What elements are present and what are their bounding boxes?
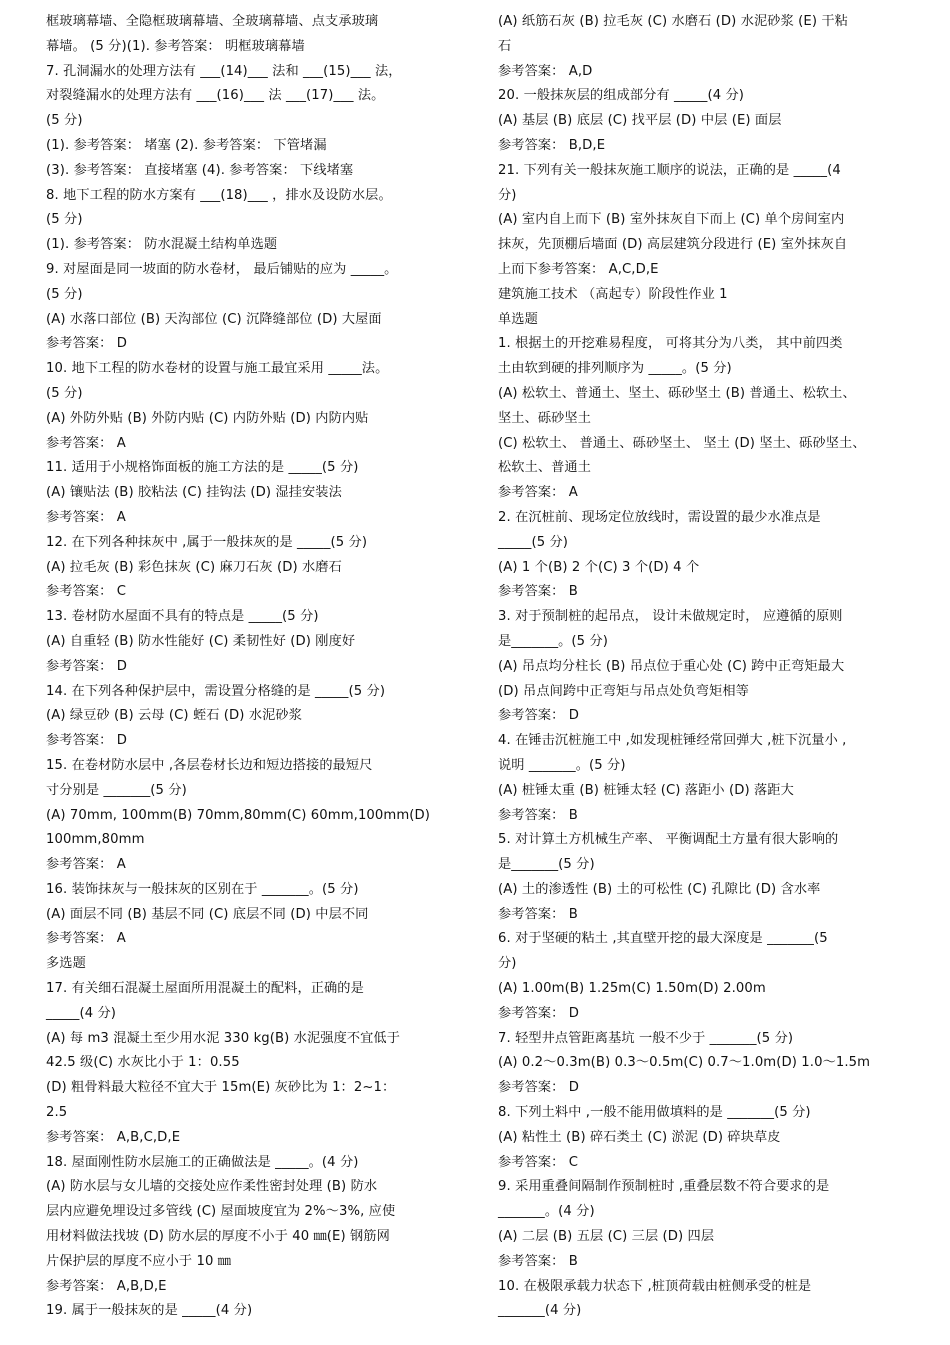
- left-column-text-line: 100mm,80mm: [46, 832, 145, 848]
- left-column-text-line: 参考答案： A: [46, 435, 126, 451]
- left-column-text-line: (5 分): [46, 385, 83, 401]
- left-column-text-line: 10. 地下工程的防水卷材的设置与施工最宜采用 _____法。: [46, 361, 389, 377]
- right-column-text-line: (A) 1 个(B) 2 个(C) 3 个(D) 4 个: [498, 559, 700, 575]
- right-column-text-line: 4. 在锤击沉桩施工中 ,如发现桩锤经常回弹大 ,桩下沉量小 ,: [498, 733, 847, 749]
- right-column-text-line: 是_______(5 分): [498, 857, 595, 873]
- right-column-text-line: 参考答案： B: [498, 906, 578, 922]
- left-column-text-line: 参考答案： D: [46, 658, 127, 674]
- left-column-text-line: _____(4 分): [46, 1005, 117, 1021]
- left-column-text-line: 幕墙。 (5 分)(1). 参考答案： 明框玻璃幕墙: [46, 38, 305, 54]
- left-column-text-line: 18. 屋面刚性防水层施工的正确做法是 _____。(4 分): [46, 1154, 359, 1170]
- left-column-text-line: 框玻璃幕墙、全隐框玻璃幕墙、全玻璃幕墙、点支承玻璃: [46, 14, 379, 29]
- right-column-text-line: 参考答案： B: [498, 584, 578, 600]
- right-column-text-line: 10. 在极限承载力状态下 ,桩顶荷载由桩侧承受的桩是: [498, 1278, 812, 1294]
- right-column-text-line: 20. 一般抹灰层的组成部分有 _____(4 分): [498, 88, 745, 104]
- right-column-text-line: 8. 下列土料中 ,一般不能用做填料的是 _______(5 分): [498, 1105, 811, 1121]
- left-column-text-line: (1). 参考答案： 堵塞 (2). 参考答案： 下管堵漏: [46, 137, 327, 153]
- left-column-text-line: 参考答案： A: [46, 857, 126, 873]
- left-column-text-line: 42.5 级(C) 水灰比小于 1：0.55: [46, 1055, 240, 1071]
- right-column-text-line: 参考答案： B: [498, 1253, 578, 1269]
- right-column-text-line: 上而下参考答案： A,C,D,E: [498, 261, 659, 277]
- right-column-text-line: 石: [498, 38, 512, 54]
- left-column-text-line: 11. 适用于小规格饰面板的施工方法的是 _____(5 分): [46, 460, 359, 476]
- left-column-text-line: (3). 参考答案： 直接堵塞 (4). 参考答案： 下线堵塞: [46, 162, 354, 178]
- right-column-text-line: 松软土、普通土: [498, 460, 592, 476]
- right-column-text-line: 参考答案： A,D: [498, 63, 593, 79]
- right-column-text-line: 参考答案： D: [498, 1080, 579, 1096]
- right-column-text-line: 参考答案： D: [498, 1005, 579, 1021]
- right-column-text-line: 1. 根据土的开挖难易程度， 可将其分为八类， 其中前四类: [498, 336, 843, 352]
- right-column-text-line: _______(4 分): [498, 1303, 582, 1319]
- left-column-text-line: (5 分): [46, 212, 83, 228]
- right-column-text-line: 5. 对计算土方机械生产率、 平衡调配土方量有很大影响的: [498, 832, 839, 848]
- left-column-text-line: (A) 70mm, 100mm(B) 70mm,80mm(C) 60mm,100mm(D): [46, 807, 431, 823]
- left-column-text-line: 用材料做法找坡 (D) 防水层的厚度不小于 40 ㎜(E) 钢筋网: [46, 1229, 390, 1245]
- right-column-text-line: 土由软到硬的排列顺序为 _____。(5 分): [498, 361, 732, 377]
- right-column-text-line: 是_______。(5 分): [498, 633, 608, 649]
- right-column-text-line: (D) 吊点间跨中正弯矩与吊点处负弯矩相等: [498, 683, 749, 699]
- left-column-text-line: (A) 绿豆砂 (B) 云母 (C) 蛭石 (D) 水泥砂浆: [46, 708, 302, 724]
- right-column-text-line: 抹灰，先顶棚后墙面 (D) 高层建筑分段进行 (E) 室外抹灰自: [498, 237, 848, 253]
- left-column-text-line: 13. 卷材防水屋面不具有的特点是 _____(5 分): [46, 609, 319, 625]
- right-column-text-line: 3. 对于预制桩的起吊点， 设计未做规定时， 应遵循的原则: [498, 609, 843, 625]
- left-column-text-line: (5 分): [46, 113, 83, 129]
- right-column-text-line: (A) 基层 (B) 底层 (C) 找平层 (D) 中层 (E) 面层: [498, 113, 782, 129]
- left-column-text-line: 14. 在下列各种保护层中，需设置分格缝的是 _____(5 分): [46, 683, 386, 699]
- left-column-text-line: (A) 每 m3 混凝土至少用水泥 330 kg(B) 水泥强度不宜低于: [46, 1030, 401, 1046]
- left-column-text-line: (A) 拉毛灰 (B) 彩色抹灰 (C) 麻刀石灰 (D) 水磨石: [46, 559, 342, 575]
- right-column-text-line: 2. 在沉桩前、现场定位放线时，需设置的最少水准点是: [498, 509, 821, 525]
- right-column-text-line: 参考答案： B: [498, 807, 578, 823]
- left-column-text-line: 参考答案： C: [46, 584, 127, 600]
- right-column-text-line: (A) 松软土、普通土、坚土、砾砂坚土 (B) 普通土、松软土、: [498, 385, 856, 401]
- left-column-text-line: 7. 孔洞漏水的处理方法有 ___(14)___ 法和 ___(15)___ 法，: [46, 63, 402, 79]
- right-column-text-line: (A) 1.00m(B) 1.25m(C) 1.50m(D) 2.00m: [498, 981, 766, 997]
- right-column-text-line: (A) 桩锤太重 (B) 桩锤太轻 (C) 落距小 (D) 落距大: [498, 782, 794, 798]
- left-column-text-line: (A) 外防外贴 (B) 外防内贴 (C) 内防外贴 (D) 内防内贴: [46, 410, 369, 426]
- left-column-text-line: (A) 水落口部位 (B) 天沟部位 (C) 沉降缝部位 (D) 大屋面: [46, 311, 382, 327]
- right-column-text-line: (C) 松软土、 普通土、砾砂坚土、 坚土 (D) 坚土、砾砂坚土、: [498, 435, 866, 451]
- right-column-text-line: 建筑施工技术 （高起专）阶段性作业 1: [498, 286, 728, 302]
- left-column-text-line: 寸分别是 _______(5 分): [46, 782, 187, 798]
- right-column-text-line: 9. 采用重叠间隔制作预制桩时 ,重叠层数不符合要求的是: [498, 1179, 830, 1195]
- left-column-text-line: 参考答案： A,B,C,D,E: [46, 1129, 181, 1145]
- left-column-text-line: 参考答案： A,B,D,E: [46, 1278, 167, 1294]
- left-column-text-line: 19. 属于一般抹灰的是 _____(4 分): [46, 1303, 253, 1319]
- left-column-text-line: (A) 面层不同 (B) 基层不同 (C) 底层不同 (D) 中层不同: [46, 906, 369, 922]
- left-column-text-line: 参考答案： A: [46, 931, 126, 947]
- left-column-text-line: 9. 对屋面是同一坡面的防水卷材， 最后铺贴的应为 _____。: [46, 261, 398, 277]
- right-column-text-line: (A) 0.2～0.3m(B) 0.3～0.5m(C) 0.7～1.0m(D) 1.0～1.5m: [498, 1055, 871, 1071]
- left-column-text-line: 12. 在下列各种抹灰中 ,属于一般抹灰的是 _____(5 分): [46, 534, 368, 550]
- left-column-text-line: (A) 镶贴法 (B) 胶粘法 (C) 挂钩法 (D) 湿挂安装法: [46, 485, 342, 501]
- left-column-text-line: 多选题: [46, 956, 86, 972]
- left-column-text-line: (5 分): [46, 286, 83, 302]
- left-column-text-line: 16. 装饰抹灰与一般抹灰的区别在于 _______。(5 分): [46, 881, 359, 897]
- right-column-text-line: _______。(4 分): [498, 1204, 595, 1220]
- right-column-text-line: _____(5 分): [498, 534, 569, 550]
- left-column-text-line: 参考答案： D: [46, 733, 127, 749]
- right-column-text-line: 参考答案： D: [498, 708, 579, 724]
- right-column-text-line: (A) 吊点均分柱长 (B) 吊点位于重心处 (C) 跨中正弯矩最大: [498, 658, 845, 674]
- right-column-text-line: 坚土、砾砂坚土: [498, 410, 592, 426]
- left-column-text-line: 对裂缝漏水的处理方法有 ___(16)___ 法 ___(17)___ 法。: [46, 88, 385, 104]
- right-column-text-line: 分): [498, 956, 517, 972]
- right-column-text-line: 6. 对于坚硬的粘土 ,其直壁开挖的最大深度是 _______(5: [498, 931, 828, 947]
- right-column-text-line: (A) 纸筋石灰 (B) 拉毛灰 (C) 水磨石 (D) 水泥砂浆 (E) 干粘: [498, 14, 848, 29]
- right-column-text-line: 单选题: [498, 311, 538, 327]
- left-column-text-line: (A) 自重轻 (B) 防水性能好 (C) 柔韧性好 (D) 刚度好: [46, 633, 356, 649]
- left-column-text-line: 参考答案： D: [46, 336, 127, 352]
- left-column-text-line: 片保护层的厚度不应小于 10 ㎜: [46, 1253, 232, 1269]
- right-column-text-line: (A) 粘性土 (B) 碎石类土 (C) 淤泥 (D) 碎块草皮: [498, 1129, 781, 1145]
- right-column-text-line: 21. 下列有关一般抹灰施工顺序的说法，正确的是 _____(4: [498, 162, 841, 178]
- right-column-text-line: (A) 室内自上而下 (B) 室外抹灰自下而上 (C) 单个房间室内: [498, 212, 845, 228]
- right-column: [498, 10, 928, 1324]
- right-column-text-line: 说明 _______。(5 分): [498, 757, 626, 773]
- right-column-text-line: (A) 二层 (B) 五层 (C) 三层 (D) 四层: [498, 1229, 715, 1245]
- right-column-text-line: 7. 轻型井点管距离基坑 一般不少于 _______(5 分): [498, 1030, 794, 1046]
- right-column-text-line: (A) 土的渗透性 (B) 土的可松性 (C) 孔隙比 (D) 含水率: [498, 881, 821, 897]
- left-column-text-line: (D) 粗骨料最大粒径不宜大于 15m(E) 灰砂比为 1：2~1：: [46, 1080, 396, 1096]
- left-column-text-line: 2.5: [46, 1105, 68, 1121]
- left-column-text-line: (1). 参考答案： 防水混凝土结构单选题: [46, 237, 278, 253]
- right-column-text-line: 参考答案： B,D,E: [498, 137, 606, 153]
- left-column-text-line: (A) 防水层与女儿墙的交接处应作柔性密封处理 (B) 防水: [46, 1179, 378, 1195]
- left-column-text-line: 8. 地下工程的防水方案有 ___(18)___ ，排水及设防水层。: [46, 187, 392, 203]
- right-column-text-line: 参考答案： A: [498, 485, 578, 501]
- left-column-text-line: 17. 有关细石混凝土屋面所用混凝土的配料，正确的是: [46, 981, 364, 997]
- left-column-text-line: 15. 在卷材防水层中 ,各层卷材长边和短边搭接的最短尺: [46, 757, 373, 773]
- left-column-text-line: 层内应避免埋设过多管线 (C) 屋面坡度宜为 2%～3%, 应使: [46, 1204, 396, 1220]
- left-column: [46, 10, 470, 1324]
- left-column-text-line: 参考答案： A: [46, 509, 126, 525]
- right-column-text-line: 参考答案： C: [498, 1154, 579, 1170]
- right-column-text-line: 分): [498, 187, 517, 203]
